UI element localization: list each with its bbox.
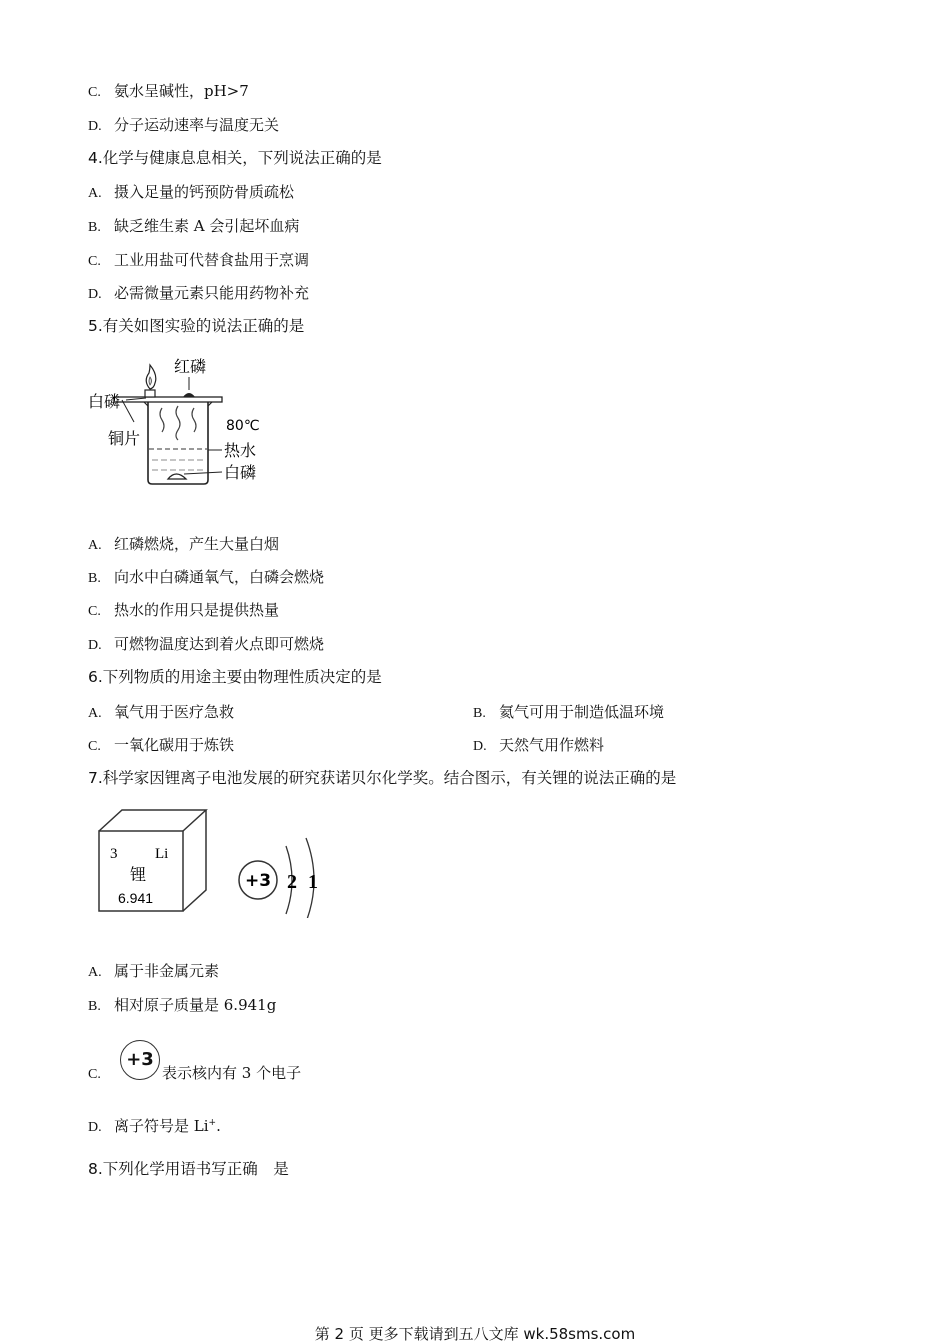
beaker: [148, 402, 208, 484]
q5-option-b: B. 向水中白磷通氧气，白磷会燃烧: [88, 568, 325, 586]
q7-option-b: B. 相对原子质量是 6.941g: [88, 996, 277, 1014]
shell-2-electrons: 1: [308, 871, 318, 893]
element-cell-side: [183, 810, 206, 911]
label-red-phosphorus: 红磷: [174, 357, 207, 376]
q6-option-b: B. 氦气可用于制造低温环境: [473, 703, 665, 721]
q4-option-c: C. 工业用盐可代替食盐用于烹调: [88, 251, 310, 269]
q6-option-a: A. 氧气用于医疗急救: [88, 703, 235, 721]
element-cell-top: [99, 810, 206, 831]
label-white-phosphorus-top: 白磷: [88, 392, 121, 411]
atomic-number: 3: [110, 846, 118, 862]
q4-option-d: D. 必需微量元素只能用药物补充: [88, 284, 310, 302]
leader-line: [122, 400, 134, 422]
label-temperature: 80℃: [226, 418, 260, 434]
q4-option-a: A. 摄入足量的钙预防骨质疏松: [88, 183, 295, 201]
white-phosphorus-underwater: [168, 474, 186, 479]
q6-option-c: C. 一氧化碳用于炼铁: [88, 736, 235, 754]
shell-1-electrons: 2: [287, 871, 297, 893]
atomic-mass: 6.941: [118, 890, 154, 906]
label-copper-plate: 铜片: [108, 429, 141, 448]
q7-option-a: A. 属于非金属元素: [88, 962, 220, 980]
steam-wisp: [160, 408, 164, 432]
q5-option-a: A. 红磷燃烧，产生大量白烟: [88, 535, 280, 553]
red-phosphorus: [183, 393, 195, 397]
q6-stem: 6.下列物质的用途主要由物理性质决定的是: [88, 668, 382, 686]
q3-option-d: D. 分子运动速率与温度无关: [88, 116, 280, 134]
steam-wisp: [192, 408, 196, 432]
page-footer: 第 2 页 更多下载请到五八文库 wk.58sms.com: [314, 1325, 636, 1343]
q5-stem: 5.有关如图实验的说法正确的是: [88, 317, 305, 335]
q3-option-c: C. 氨水呈碱性，pH>7: [88, 82, 249, 100]
white-phosphorus-on-plate: [145, 390, 155, 397]
leader-line: [184, 472, 222, 474]
flame-icon: [146, 365, 156, 389]
q5-option-c: C. 热水的作用只是提供热量: [88, 601, 280, 619]
steam-wisp: [176, 406, 180, 440]
q6-option-d: D. 天然气用作燃料: [473, 736, 605, 754]
combustion-experiment-figure: [86, 352, 276, 492]
nucleus-symbol-icon: +3: [120, 1040, 160, 1080]
q4-option-b: B. 缺乏维生素 A 会引起坏血病: [88, 217, 300, 235]
q7-option-d: D. 离子符号是 Li+.: [88, 1117, 221, 1135]
q4-stem: 4.化学与健康息息相关，下列说法正确的是: [88, 149, 382, 167]
nucleus-charge: +3: [244, 871, 272, 891]
q5-option-d: D. 可燃物温度达到着火点即可燃烧: [88, 635, 325, 653]
q7-option-c: C.+3表示核内有 3 个电子: [88, 1054, 301, 1094]
element-symbol: Li: [155, 846, 169, 862]
q8-stem: 8.下列化学用语书写正确 是: [88, 1160, 289, 1178]
label-white-phosphorus-bottom: 白磷: [224, 463, 257, 482]
lithium-figure: [94, 806, 334, 918]
element-name: 锂: [130, 865, 147, 884]
label-hot-water: 热水: [224, 441, 257, 460]
q7-stem: 7.科学家因锂离子电池发展的研究获诺贝尔化学奖。结合图示，有关锂的说法正确的是: [88, 769, 677, 787]
